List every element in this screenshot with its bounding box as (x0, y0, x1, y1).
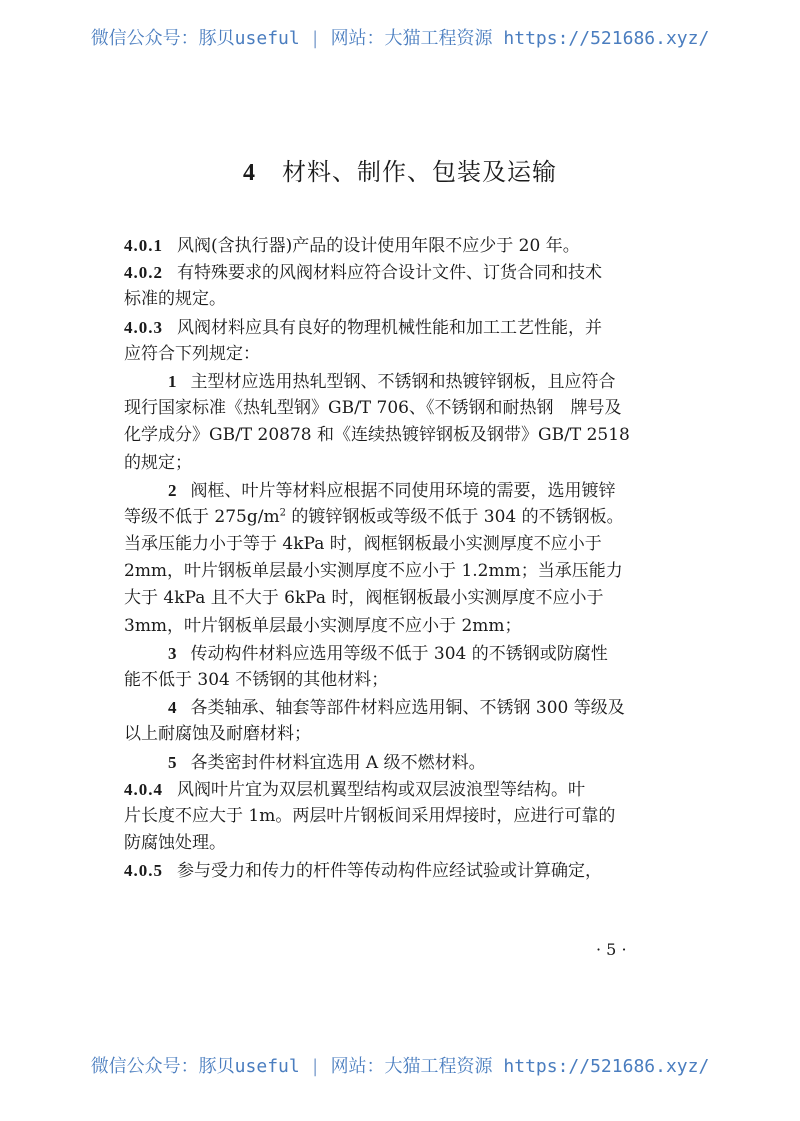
chapter-number: 4 (243, 160, 256, 186)
list-item-3 (124, 640, 672, 667)
superscript: 2 (279, 507, 286, 519)
watermark-separator: | (309, 1056, 321, 1077)
list-item-5 (124, 749, 672, 776)
item-number: 4 (168, 698, 177, 718)
clause-text-continued: 防腐蚀处理。 (124, 833, 226, 854)
item-text-continued: 3mm，叶片钢板单层最小实测厚度不应小于 2mm； (124, 615, 522, 636)
clause-number: 4.0.3 (124, 317, 163, 337)
watermark-separator: | (309, 28, 321, 49)
clause-number: 4.0.5 (124, 861, 163, 881)
item-text-continued: 大于 4kPa 且不大于 6kPa 时，阀框钢板最小实测厚度不应小于 (124, 588, 604, 609)
clause-text: 参与受力和传力的杆件等传动构件应经试验或计算确定， (177, 861, 602, 882)
list-item-1 (124, 368, 672, 395)
item-text: 各类轴承、轴套等部件材料应选用铜、不锈钢 300 等级及 (190, 698, 625, 719)
watermark-website: 网站：大猫工程资源 https://521686.xyz/ (330, 28, 710, 49)
item-text-continued (124, 504, 672, 531)
watermark-header (0, 24, 800, 50)
chapter-title (0, 152, 800, 187)
list-item-4 (124, 694, 672, 721)
item-number: 5 (168, 752, 177, 772)
item-text: 主型材应选用热轧型钢、不锈钢和热镀锌钢板，且应符合 (190, 371, 616, 392)
watermark-wechat: 微信公众号：豚贝useful (90, 1056, 300, 1077)
item-text-continued: 当承压能力小于等于 4kPa 时，阀框钢板最小实测厚度不应小于 (124, 534, 602, 555)
page-number: · 5 · (596, 940, 627, 959)
item-text: 传动构件材料应选用等级不低于 304 的不锈钢或防腐性 (190, 643, 608, 664)
list-item-2 (124, 477, 672, 504)
clause-number: 4.0.4 (124, 779, 163, 799)
item-number: 2 (168, 480, 177, 500)
item-text: 各类密封件材料宜选用 A 级不燃材料。 (190, 752, 486, 773)
watermark-wechat: 微信公众号：豚贝useful (90, 28, 300, 49)
clause-number: 4.0.1 (124, 236, 163, 255)
item-text-continued: 化学成分》GB/T 20878 和《连续热镀锌钢板及钢带》GB/T 2518 (124, 425, 630, 446)
item-text: 等级不低于 275g/m (124, 506, 280, 527)
item-number: 3 (168, 643, 177, 663)
clause-text-continued: 片长度不应大于 1m。两层叶片钢板间采用焊接时，应进行可靠的 (124, 805, 616, 826)
item-text-continued: 的规定； (124, 452, 192, 473)
clause-number: 4.0.2 (124, 263, 163, 283)
item-text-continued: 2mm，叶片钢板单层最小实测厚度不应小于 1.2mm；当承压能力 (124, 561, 623, 582)
clause-text: 有特殊要求的风阀材料应符合设计文件、订货合同和技术 (177, 263, 602, 284)
clause-4-0-1 (124, 232, 672, 259)
clause-4-0-2 (124, 259, 672, 286)
item-text-continued: 以上耐腐蚀及耐磨材料； (124, 724, 311, 745)
clause-text-continued: 标准的规定。 (124, 289, 226, 310)
watermark-footer (0, 1052, 800, 1078)
item-text-continued: 现行国家标准《热轧型钢》GB/T 706、《不锈钢和耐热钢 牌号及 (124, 398, 622, 419)
clause-text-continued: 应符合下列规定： (124, 343, 260, 364)
document-body (124, 232, 672, 885)
clause-4-0-5 (124, 857, 672, 884)
item-number: 1 (168, 371, 177, 391)
item-text: 阀框、叶片等材料应根据不同使用环境的需要，选用镀锌 (190, 480, 616, 501)
item-text-continued: 能不低于 304 不锈钢的其他材料； (124, 670, 389, 690)
clause-4-0-4 (124, 776, 672, 803)
chapter-heading: 材料、制作、包装及运输 (282, 158, 557, 186)
clause-4-0-3 (124, 314, 672, 341)
clause-text: 风阀材料应具有良好的物理机械性能和加工工艺性能，并 (177, 317, 602, 338)
watermark-website: 网站：大猫工程资源 https://521686.xyz/ (330, 1056, 710, 1077)
clause-text: 风阀(含执行器)产品的设计使用年限不应少于 20 年。 (177, 236, 580, 256)
clause-text: 风阀叶片宜为双层机翼型结构或双层波浪型等结构。叶 (177, 779, 585, 800)
item-text: 的镀锌钢板或等级不低于 304 的不锈钢板。 (285, 506, 624, 527)
